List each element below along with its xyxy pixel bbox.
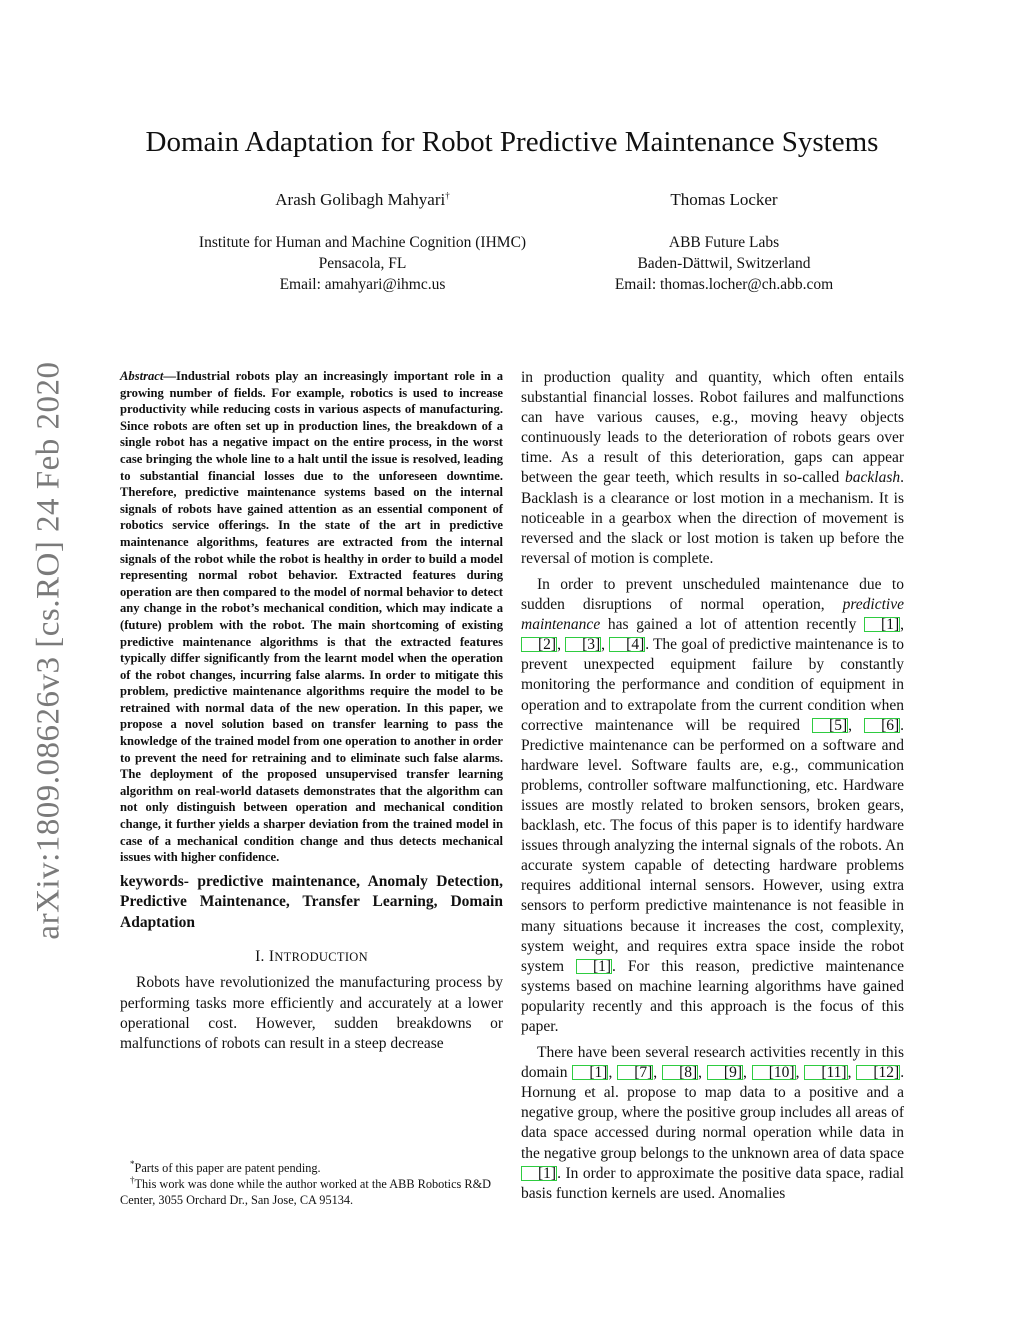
citation-link[interactable]: [10] <box>752 1065 796 1080</box>
intro-paragraph-3: There have been several research activities recently in this domain [1], [7], [8], [9], [10], [11], [12]. Hornung et al. propose to map data to a positive and a negative group, where the positive group includes all areas of data space accessed during normal operation while data in the negative group belongs to the unknown area of data space [1]. In order to approximate the positive data space, radial basis function kernels are used. Anomalies <box>521 1044 905 1202</box>
arxiv-id: arXiv:1809.08626v3 [cs.RO] 24 Feb 2020 <box>30 360 67 940</box>
right-column <box>521 368 904 1204</box>
citation-link[interactable]: [8] <box>662 1065 698 1080</box>
citation-link[interactable]: [5] <box>812 718 848 733</box>
author-name-2: Thomas Locker <box>670 190 778 209</box>
citation-link[interactable]: [4] <box>609 637 645 652</box>
citation-link[interactable]: [11] <box>804 1065 847 1080</box>
citation-link[interactable]: [7] <box>617 1065 653 1080</box>
author-location-1: Pensacola, FL <box>318 255 407 272</box>
keywords: keywords- predictive maintenance, Anomaly Detection, Predictive Maintenance, Transfer Learning, Domain Adaptation <box>120 872 503 931</box>
footnote-2: †This work was done while the author worked at the ABB Robotics R&D Center, 3055 Orchard Dr., San Jose, CA 95134. <box>120 1174 492 1207</box>
citation-link[interactable]: [2] <box>521 637 557 652</box>
author-affiliation-2: ABB Future Labs <box>668 234 780 251</box>
author-email-2: Email: thomas.locher@ch.abb.com <box>614 276 834 293</box>
citation-link[interactable]: [1] <box>864 617 900 632</box>
section-heading-introduction: I. INTRODUCTION <box>255 948 368 966</box>
author-email-1: Email: amahyari@ihmc.us <box>279 276 446 293</box>
paper-title: Domain Adaptation for Robot Predictive Maintenance Systems <box>145 126 879 158</box>
citation-link[interactable]: [1] <box>521 1166 557 1181</box>
citation-link[interactable]: [12] <box>856 1065 900 1080</box>
footnotes <box>120 1158 503 1208</box>
author-name-1: Arash Golibagh Mahyari† <box>275 190 450 209</box>
author-block-2 <box>570 189 878 295</box>
author-mark: † <box>445 190 450 201</box>
author-location-2: Baden-Dättwil, Switzerland <box>637 255 811 272</box>
abstract-label: Abstract <box>120 369 164 383</box>
abstract <box>120 368 503 866</box>
author-affiliation-1: Institute for Human and Machine Cognition (IHMC) <box>198 234 527 251</box>
abstract-text: —Industrial robots play an increasingly important role in a growing number of fields. For example, robotics is used to increase productivity while reducing costs in various aspects of manufacturing. Since robots are often set up in production lines, the breakdown of a single robot has a negative impact on the entire process, in the worst case bringing the whole line to a halt until the issue is resolved, leading to substantial financial losses due to the unforeseen downtime. Therefore, predictive maintenance systems based on the internal signals of robots have gained attention as an essential component of robotics service offerings. In the state of the art in predictive maintenance algorithms, features are extracted from the internal signals of the robot while the robot is healthy in order to build a model representing normal robot behavior. Extracted features during operation are then compared to the model of normal behavior to detect any change in the robot’s mechanical condition, which may indicate a (future) problem with the robot. The main shortcoming of existing predictive maintenance algorithms is that the extracted features typically differ significantly from the learnt model when the operation of the robot changes, incurring false alarms. In order to mitigate this problem, predictive maintenance algorithms require the model to be retrained with normal data of the new operation. In this paper, we propose a novel solution based on transfer learning to pass the knowledge of the trained model from one operation to another in order to prevent the need for retraining and to eliminate such false alarms. The deployment of the proposed unsupervised transfer learning algorithm on real-world datasets demonstrates that the algorithm can not only distinguish between operation and mechanical condition change, it further yields a sharper deviation from the trained model in case of a mechanical condition change and thus detects mechanical issues with higher confidence. <box>120 369 503 865</box>
citation-link[interactable]: [1] <box>576 959 612 974</box>
footnote-1: *Parts of this paper are patent pending. <box>130 1158 321 1175</box>
citation-link[interactable]: [1] <box>572 1065 608 1080</box>
citation-link[interactable]: [6] <box>864 718 900 733</box>
citation-link[interactable]: [9] <box>707 1065 743 1080</box>
author-block-1 <box>160 189 565 295</box>
citation-link[interactable]: [3] <box>565 637 601 652</box>
intro-paragraph-1-continued: in production quality and quantity, which often entails substantial financial losses. Robot failures and malfunctions can have various causes, e.g., moving heavy objects continuously leads to the deterioration of robots gears over time. As a result of this deterioration, gaps can appear between the gear teeth, which results in so-called backlash. Backlash is a clearance or lost motion in a mechanism. It is noticeable in a gearbox when the direction of movement is reversed and the slack or lost motion is taken up before the reversal of motion is complete. <box>521 369 904 567</box>
left-column <box>120 368 503 1054</box>
intro-paragraph-2: In order to prevent unscheduled maintenance due to sudden disruptions of normal operation, predictive maintenance has gained a lot of attention recently [1], [2], [3], [4]. The goal of predictive maintenance is to prevent unexpected equipment failure by constantly monitoring the performance and condition of equipment in operation and to extrapolate from the current condition when corrective maintenance will be required [5], [6]. Predictive maintenance can be performed on a software and hardware level. Software faults are, e.g., communication problems, controller software malfunctioning, etc. Hardware issues are mostly related to broken sensors, broken gears, backlash, etc. The focus of this paper is to identify hardware issues through analyzing the internal signals of the robots. An accurate system capable of detecting hardware problems requires additional internal sensors. However, using extra sensors to perform predictive maintenance is not feasible in many situations because it increases the cost, complexity, system weight, and requires extra space inside the robot system [1]. For this reason, predictive maintenance systems based on machine learning algorithms have gained popularity recently and this approach is the focus of this paper. <box>521 575 905 1035</box>
arxiv-stamp <box>27 350 71 950</box>
intro-paragraph-1: Robots have revolutionized the manufacturing process by performing tasks more efficiently and accurately at a lower operational cost. However, sudden breakdowns or malfunctions of robots can result in a steep decrease <box>120 974 503 1052</box>
